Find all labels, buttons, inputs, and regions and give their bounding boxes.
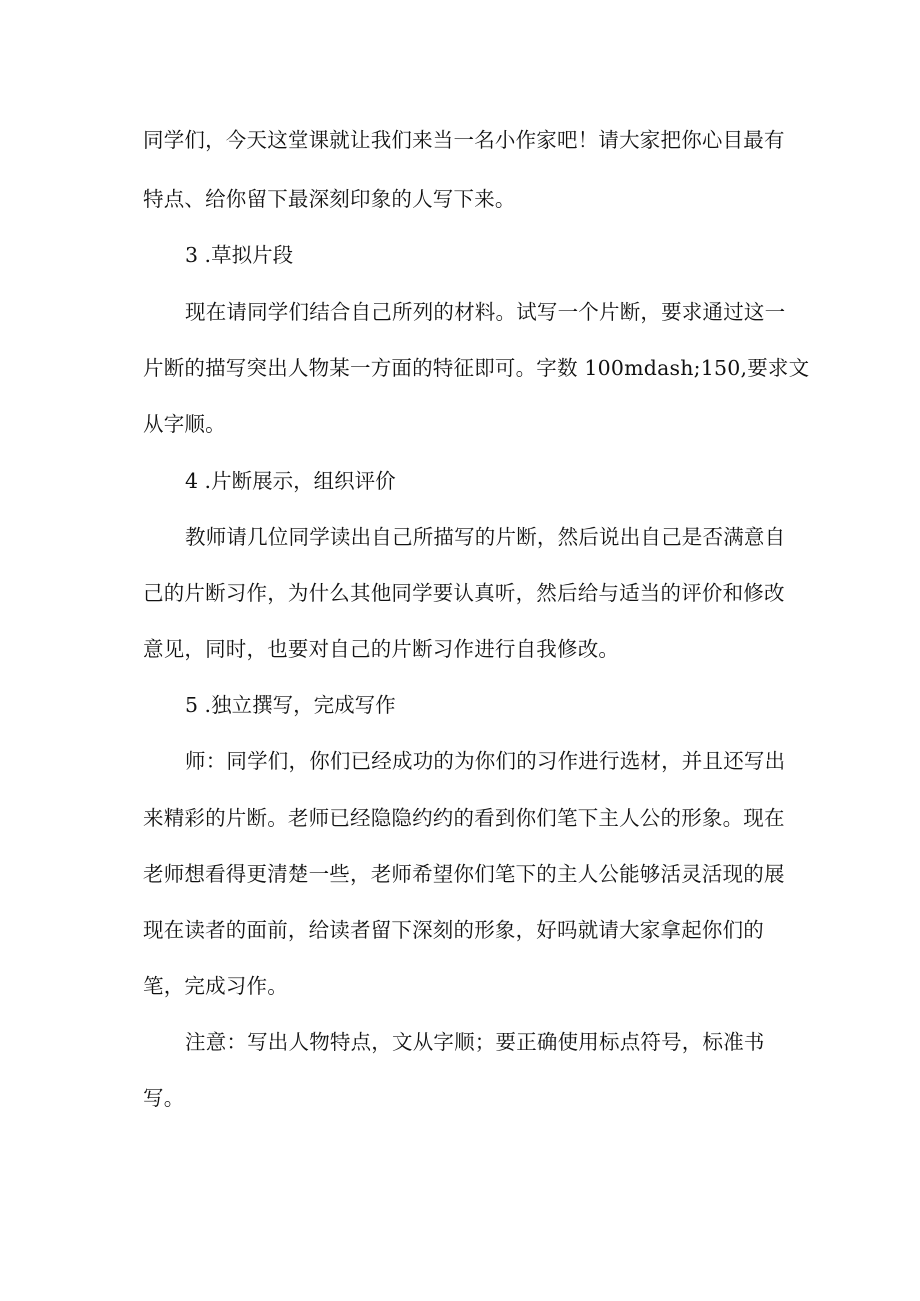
paragraph-line-12: 现在读者的面前，给读者留下深刻的形象，好吗就请大家拿起你们的 [143, 918, 764, 942]
paragraph-line-4: 片断的描写突出人物某一方面的特征即可。字数 100mdash;150,要求文 [143, 356, 810, 380]
paragraph-line-13: 笔，完成习作。 [143, 974, 288, 998]
paragraph-line-7: 己的片断习作，为什么其他同学要认真听，然后给与适当的评价和修改 [143, 581, 785, 605]
paragraph-line-10: 来精彩的片断。老师已经隐隐约约的看到你们笔下主人公的形象。现在 [143, 806, 785, 830]
section-heading-4: 4 .片断展示，组织评价 [185, 469, 396, 493]
paragraph-line-11: 老师想看得更清楚一些，老师希望你们笔下的主人公能够活灵活现的展 [143, 862, 785, 886]
section-heading-3: 3 .草拟片段 [185, 243, 294, 267]
paragraph-line-5: 从字顺。 [143, 412, 226, 436]
paragraph-line-8: 意见，同时，也要对自己的片断习作进行自我修改。 [143, 637, 620, 661]
paragraph-line-15: 写。 [143, 1086, 185, 1110]
paragraph-line-9: 师：同学们，你们已经成功的为你们的习作进行选材，并且还写出 [185, 749, 786, 773]
paragraph-line-14: 注意：写出人物特点，文从字顺；要正确使用标点符号，标准书 [185, 1030, 765, 1054]
paragraph-line-3: 现在请同学们结合自己所列的材料。试写一个片断，要求通过这一 [185, 300, 786, 324]
paragraph-line-2: 特点、给你留下最深刻印象的人写下来。 [143, 187, 516, 211]
paragraph-line-1: 同学们，今天这堂课就让我们来当一名小作家吧！请大家把你心目最有 [143, 128, 785, 152]
section-heading-5: 5 .独立撰写，完成写作 [185, 693, 396, 717]
paragraph-line-6: 教师请几位同学读出自己所描写的片断，然后说出自己是否满意自 [185, 525, 786, 549]
